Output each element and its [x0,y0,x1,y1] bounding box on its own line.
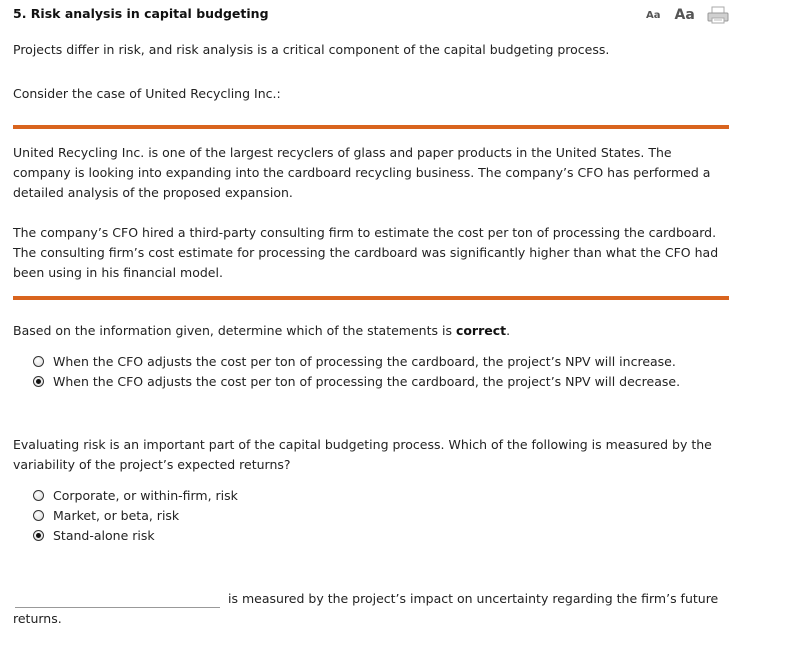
q2-option-corporate-risk[interactable] [33,485,238,505]
q3-answer-dropdown[interactable] [15,607,220,608]
q1-option-label: When the CFO adjusts the cost per ton of processing the cardboard, the project’s NPV will decrease. [53,373,681,389]
case-bottom-divider [13,296,729,300]
radio-button-selected[interactable] [33,530,44,541]
case-paragraph-1: United Recycling Inc. is one of the largest recyclers of glass and paper products in the United States. The company is looking into expanding into the cardboard recycling business. The company’s CFO has performed a detailed analysis of the proposed expansion. [13,145,711,200]
radio-button[interactable] [33,510,44,521]
question-title: 5. Risk analysis in capital budgeting [13,6,269,21]
case-intro-text: Consider the case of United Recycling Inc.: [13,86,281,101]
q3-statement: is measured by the project’s impact on uncertainty regarding the firm’s future [228,591,719,606]
radio-button[interactable] [33,356,44,367]
question-2-prompt: Evaluating risk is an important part of the capital budgeting process. Which of the following is measured by the variability of the project’s expected returns? [13,437,712,472]
q1-option-decrease[interactable] [33,371,680,391]
q2-option-label: Market, or beta, risk [53,507,180,523]
q2-option-stand-alone-risk[interactable] [33,525,155,545]
q2-option-label: Stand-alone risk [53,527,155,543]
print-icon[interactable] [707,6,729,24]
intro-text: Projects differ in risk, and risk analysis is a critical component of the capital budgeting process. [13,42,610,57]
toolbar [646,6,729,24]
q3-statement-wrap: returns. [13,611,62,626]
q1-option-label: When the CFO adjusts the cost per ton of processing the cardboard, the project’s NPV will increase. [53,353,676,369]
font-size-large-button[interactable]: Aa [674,7,695,23]
q1-option-increase[interactable] [33,351,676,371]
case-paragraph-2: The company’s CFO hired a third-party consulting firm to estimate the cost per ton of processing the cardboard. The consulting firm’s cost estimate for processing the cardboard was significantly higher than what the CFO had been using in his financial model. [13,225,719,280]
font-size-small-button[interactable]: Aa [646,9,661,21]
q2-option-label: Corporate, or within-firm, risk [53,487,238,503]
radio-button-selected[interactable] [33,376,44,387]
case-top-divider [13,125,729,129]
radio-button[interactable] [33,490,44,501]
question-1-prompt: Based on the information given, determine which of the statements is correct. [13,323,511,338]
q2-option-market-risk[interactable] [33,505,179,525]
